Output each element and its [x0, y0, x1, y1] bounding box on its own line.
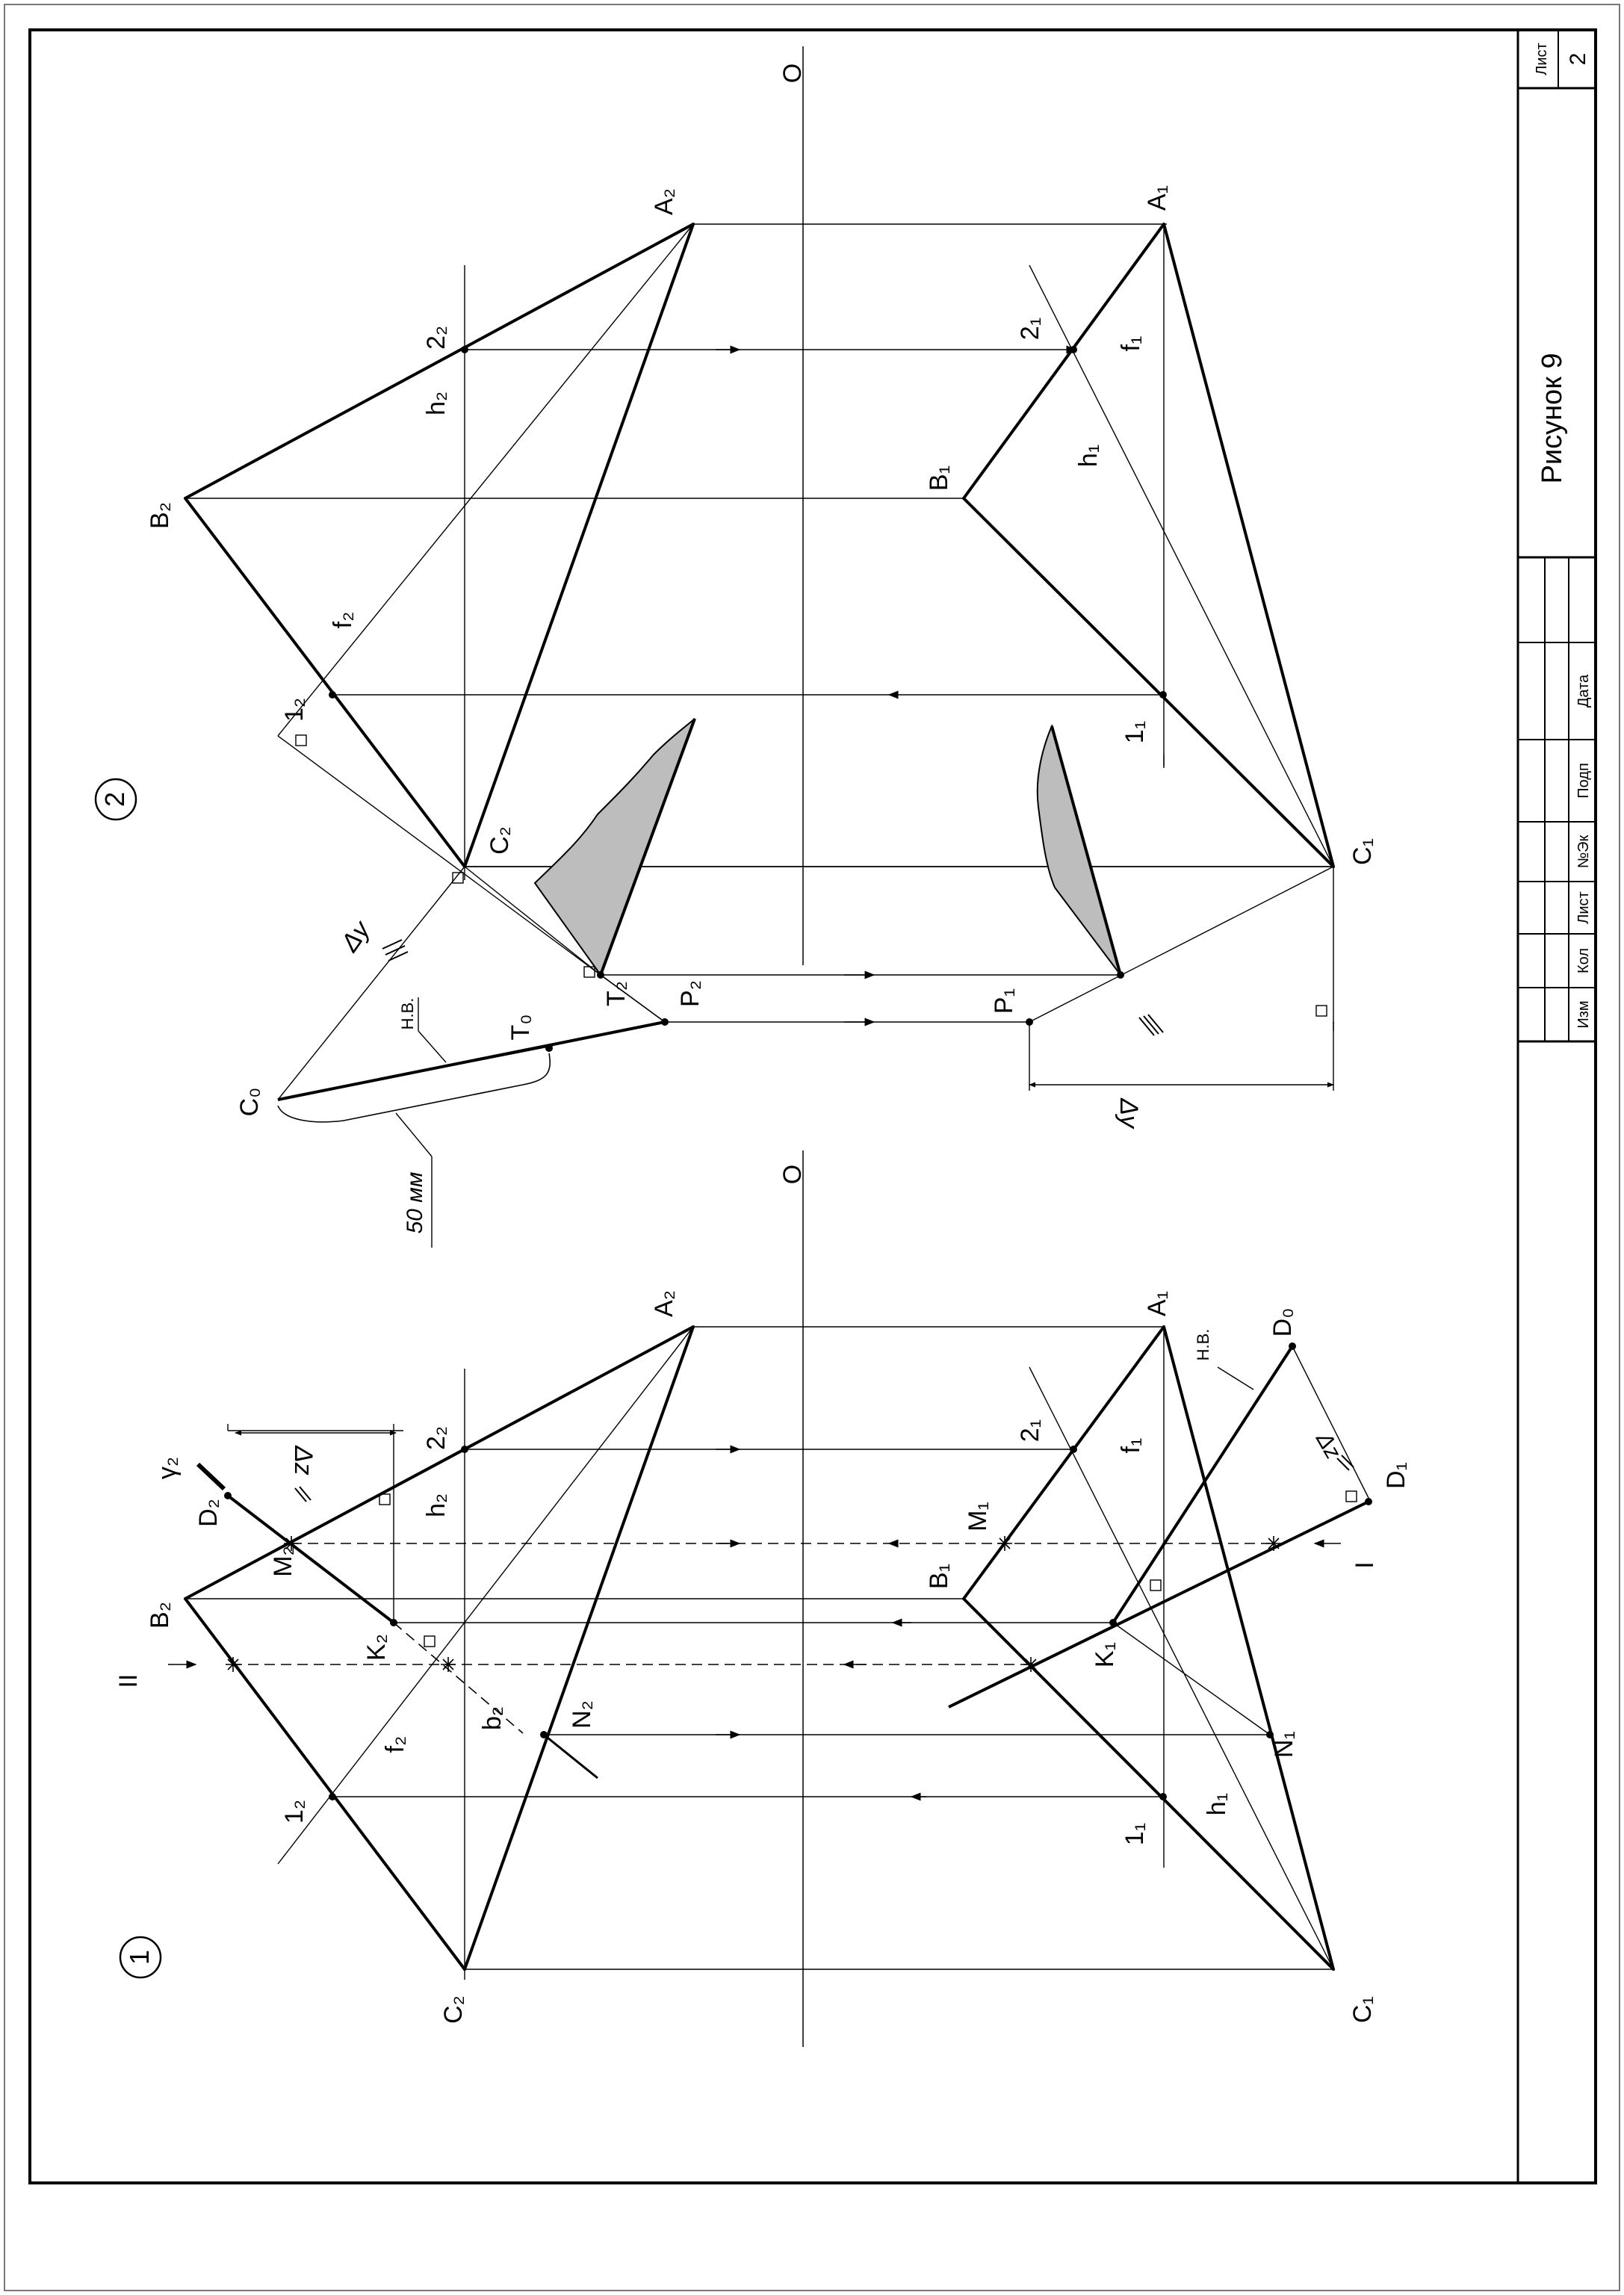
fig1-label-c2: C₂: [439, 1995, 468, 2024]
fig2-label-p1: P₁: [990, 988, 1018, 1015]
fig1-label-h1: h₁: [1203, 1792, 1231, 1816]
sheet-number-box: [1518, 30, 1596, 88]
fig2-label-f1: f₁: [1117, 335, 1145, 352]
fig1-delta-z-right: Δz: [1311, 1428, 1346, 1464]
stamp-header-list: Лист: [1575, 891, 1592, 924]
inner-frame: [30, 30, 1596, 2183]
fig2-label-p2: P₂: [676, 980, 704, 1007]
fig1-label-a2: A₂: [650, 1290, 678, 1317]
fig1-edge-b2c2: [185, 1599, 465, 1969]
fig1-gamma2-trace: [198, 1464, 224, 1489]
fig2-label-p22: 2₂: [422, 325, 450, 350]
fig2-dim-bracket: [278, 1053, 550, 1122]
figure-caption: Рисунок 9: [1537, 353, 1568, 484]
fig2-label-c2: C₂: [486, 826, 514, 855]
fig2-true-size-line: [278, 1022, 665, 1100]
fig2-true-size: Н.В.: [398, 997, 417, 1030]
fig1-label-m2: M₂: [269, 1546, 297, 1577]
fig2-label-b2: B₂: [146, 502, 174, 529]
fig2-label-c1: C₁: [1348, 837, 1377, 866]
fig2-number: 2: [99, 791, 130, 808]
stamp-header-data: Дата: [1575, 674, 1592, 708]
sheet-number: 2: [1566, 52, 1590, 66]
fig1-label-m1: M₁: [964, 1502, 992, 1531]
fig1-label-a1: A₁: [1143, 1290, 1171, 1317]
fig2-f2-line: [278, 224, 693, 736]
fig2-edge-b2c2: [185, 498, 465, 867]
fig1-edge-c1a1: [1164, 1327, 1333, 1969]
fig1-label-d2: D₂: [194, 1499, 223, 1527]
fig1-line-dk-front: [228, 1496, 394, 1623]
fig1-true-size: Н.В.: [1194, 1328, 1212, 1361]
fig1-label-b1: B₁: [925, 1563, 953, 1590]
fig1-label-p22: 2₂: [422, 1425, 450, 1451]
fig1-label-ii: II: [114, 1673, 143, 1688]
fig2-label-f2: f₂: [329, 611, 357, 629]
fig2-label-h2: h₂: [422, 391, 450, 416]
stamp-header-podp: Подп: [1575, 763, 1592, 799]
fig2-edge-a1b1: [964, 224, 1164, 498]
fig1-edge-b1c1: [964, 1599, 1333, 1969]
fig1-label-gamma2: γ₂: [153, 1456, 182, 1480]
fig2-label-t0: T₀: [506, 1014, 535, 1041]
fig2-label-p12: 1₂: [280, 697, 309, 722]
fig1-label-c1: C₁: [1348, 1995, 1377, 2024]
fig2-label-a1: A₁: [1143, 185, 1171, 211]
fig1-label-d0: D₀: [1268, 1307, 1297, 1337]
fig2-dimension: 50 мм: [403, 1171, 427, 1234]
fig1-label-n2: N₂: [568, 1700, 596, 1729]
fig2-edge-c1a1: [1164, 224, 1333, 867]
fig1-label-d1: D₁: [1382, 1461, 1410, 1490]
fig2-delta-y-top: Δy: [335, 916, 376, 957]
fig1-label-k1: K₁: [1091, 1641, 1119, 1668]
fig2-plane-top: [1038, 726, 1121, 975]
fig1-number: 1: [124, 1949, 155, 1966]
fig1-label-b2-line: b₂: [478, 1706, 506, 1731]
fig2-label-p21: 2₁: [1016, 317, 1044, 341]
fig1-label-k2: K₂: [362, 1634, 391, 1661]
fig2-delta-y-bottom: Δy: [1115, 1098, 1143, 1128]
fig2-label-p11: 1₁: [1121, 720, 1149, 744]
fig2-axis-label: O: [778, 63, 807, 84]
sheet-label: Лист: [1534, 43, 1550, 75]
figure-1: [114, 1150, 1410, 2047]
fig2-h1-line: [1029, 265, 1333, 867]
fig1-edge-a2b2: [185, 1327, 693, 1599]
figure-2: [96, 46, 1377, 1248]
stamp-header-ndok: №Эк: [1575, 834, 1592, 869]
fig2-edge-b1c1: [964, 498, 1333, 867]
fig1-label-b2: B₂: [146, 1602, 174, 1629]
fig1-label-p11: 1₁: [1121, 1822, 1149, 1846]
fig1-edge-c2a2: [465, 1327, 693, 1969]
fig1-label-f2: f₂: [381, 1735, 409, 1753]
fig1-line-b2: [544, 1735, 598, 1778]
fig1-label-p21: 2₁: [1016, 1419, 1044, 1443]
fig1-axis-label: O: [778, 1164, 807, 1185]
fig1-label-f1: f₁: [1117, 1437, 1145, 1454]
fig2-label-c0: C₀: [235, 1087, 264, 1117]
fig2-label-b1: B₁: [925, 465, 953, 492]
fig2-edge-a2b2: [185, 224, 693, 498]
fig1-label-i: I: [1351, 1561, 1379, 1569]
fig1-delta-z: Δz: [289, 1446, 317, 1475]
stamp-header-izm: Изм: [1575, 1000, 1592, 1029]
fig2-label-h1: h₁: [1074, 444, 1103, 468]
fig2-label-t2: T₂: [602, 981, 630, 1006]
fig2-label-a2: A₂: [650, 188, 678, 215]
stamp-header-kol: Кол: [1575, 947, 1592, 974]
fig1-label-h2: h₂: [422, 1493, 450, 1518]
outer-frame: [4, 4, 1620, 2291]
fig1-label-n1: N₁: [1270, 1730, 1298, 1759]
fig1-label-p12: 1₂: [280, 1799, 309, 1824]
fig1-edge-a1b1: [964, 1327, 1164, 1599]
